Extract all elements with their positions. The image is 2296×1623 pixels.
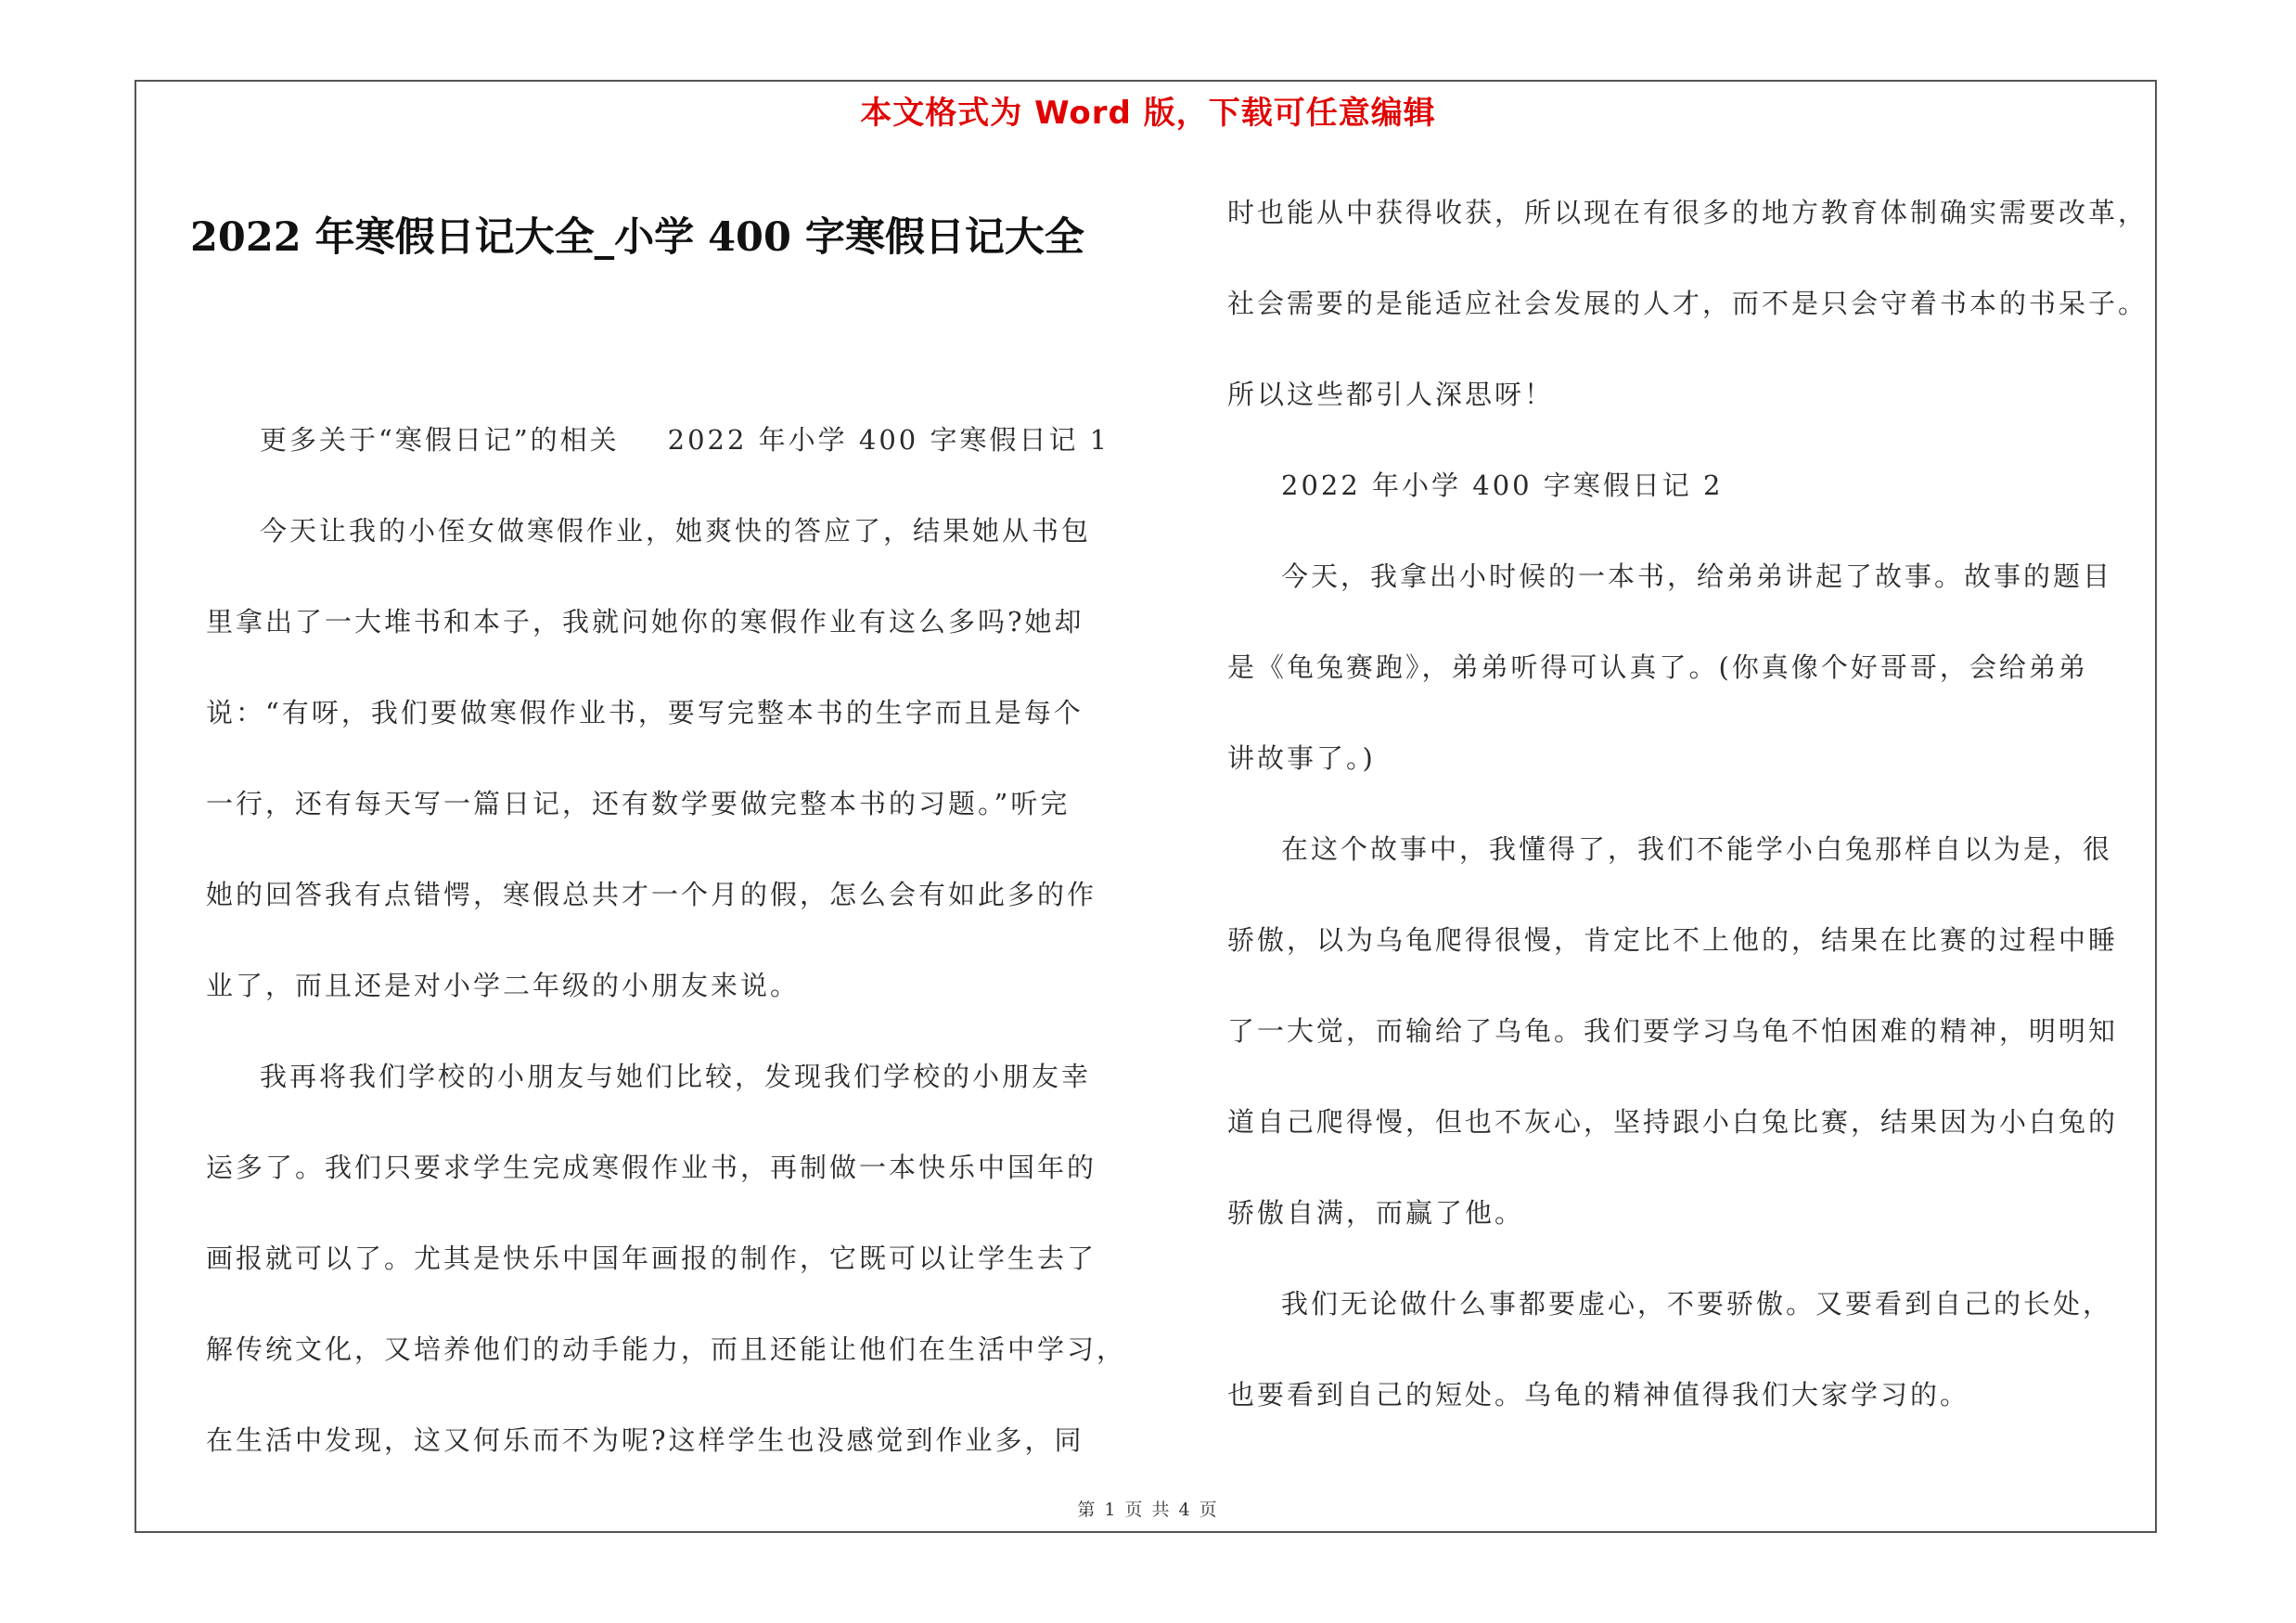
paragraph-line: 业了，而且还是对小学二年级的小朋友来说。 [206, 970, 801, 1001]
diary-2-heading: 2022 年小学 400 字寒假日记 2 [1281, 470, 1724, 501]
paragraph-line: 解传统文化，又培养他们的动手能力，而且还能让他们在生活中学习， [206, 1333, 1127, 1365]
paragraph-line: 今天让我的小侄女做寒假作业，她爽快的答应了，结果她从书包 [260, 515, 1092, 547]
word-format-banner: 本文格式为 Word 版，下载可任意编辑 [860, 95, 1436, 132]
paragraph-line: 我再将我们学校的小朋友与她们比较，发现我们学校的小朋友幸 [260, 1061, 1092, 1092]
paragraph-line: 里拿出了一大堆书和本子，我就问她你的寒假作业有这么多吗?她却 [206, 606, 1084, 638]
paragraph-line: 所以这些都引人深思呀！ [1227, 379, 1555, 410]
paragraph-line: 骄傲，以为乌龟爬得很慢，肯定比不上他的，结果在比赛的过程中睡 [1227, 924, 2119, 956]
paragraph-line: 讲故事了。) [1227, 742, 1376, 774]
document-title: 2022 年寒假日记大全_小学 400 字寒假日记大全 [190, 214, 1084, 261]
paragraph-line: 我们无论做什么事都要虚心，不要骄傲。又要看到自己的长处， [1281, 1288, 2113, 1320]
right-column [1227, 167, 2229, 1440]
diary-1-heading: 2022 年小学 400 字寒假日记 1 [667, 424, 1110, 456]
paragraph-line: 今天，我拿出小时候的一本书，给弟弟讲起了故事。故事的题目 [1281, 560, 2113, 592]
paragraph-line: 时也能从中获得收获，所以现在有很多的地方教育体制确实需要改革， [1227, 197, 2148, 228]
paragraph-line: 说：“有呀，我们要做寒假作业书，要写完整本书的生字而且是每个 [206, 697, 1084, 728]
paragraph-line: 骄傲自满，而赢了他。 [1227, 1197, 1525, 1229]
paragraph-line: 一行，还有每天写一篇日记，还有数学要做完整本书的习题。”听完 [206, 788, 1071, 819]
paragraph-line: 也要看到自己的短处。乌龟的精神值得我们大家学习的。 [1227, 1379, 1970, 1410]
paragraph-line: 是《龟兔赛跑》，弟弟听得可认真了。(你真像个好哥哥，会给弟弟 [1227, 651, 2088, 683]
left-column [206, 394, 1134, 1486]
paragraph-line: 在生活中发现，这又何乐而不为呢?这样学生也没感觉到作业多，同 [206, 1424, 1084, 1456]
related-row [206, 394, 1134, 485]
page-number-footer: 第 1 页 共 4 页 [1077, 1500, 1219, 1520]
related-text: 更多关于“寒假日记”的相关 [260, 424, 620, 456]
paragraph-line: 运多了。我们只要求学生完成寒假作业书，再制做一本快乐中国年的 [206, 1152, 1097, 1183]
paragraph-line: 道自己爬得慢，但也不灰心，坚持跟小白兔比赛，结果因为小白兔的 [1227, 1106, 2119, 1138]
paragraph-line: 社会需要的是能适应社会发展的人才，而不是只会守着书本的书呆子。 [1227, 288, 2148, 319]
paragraph-line: 画报就可以了。尤其是快乐中国年画报的制作，它既可以让学生去了 [206, 1243, 1097, 1274]
paragraph-line: 了一大觉，而输给了乌龟。我们要学习乌龟不怕困难的精神，明明知 [1227, 1015, 2119, 1047]
paragraph-line: 在这个故事中，我懂得了，我们不能学小白兔那样自以为是，很 [1281, 833, 2113, 865]
paragraph-line: 她的回答我有点错愕，寒假总共才一个月的假，怎么会有如此多的作 [206, 879, 1097, 910]
